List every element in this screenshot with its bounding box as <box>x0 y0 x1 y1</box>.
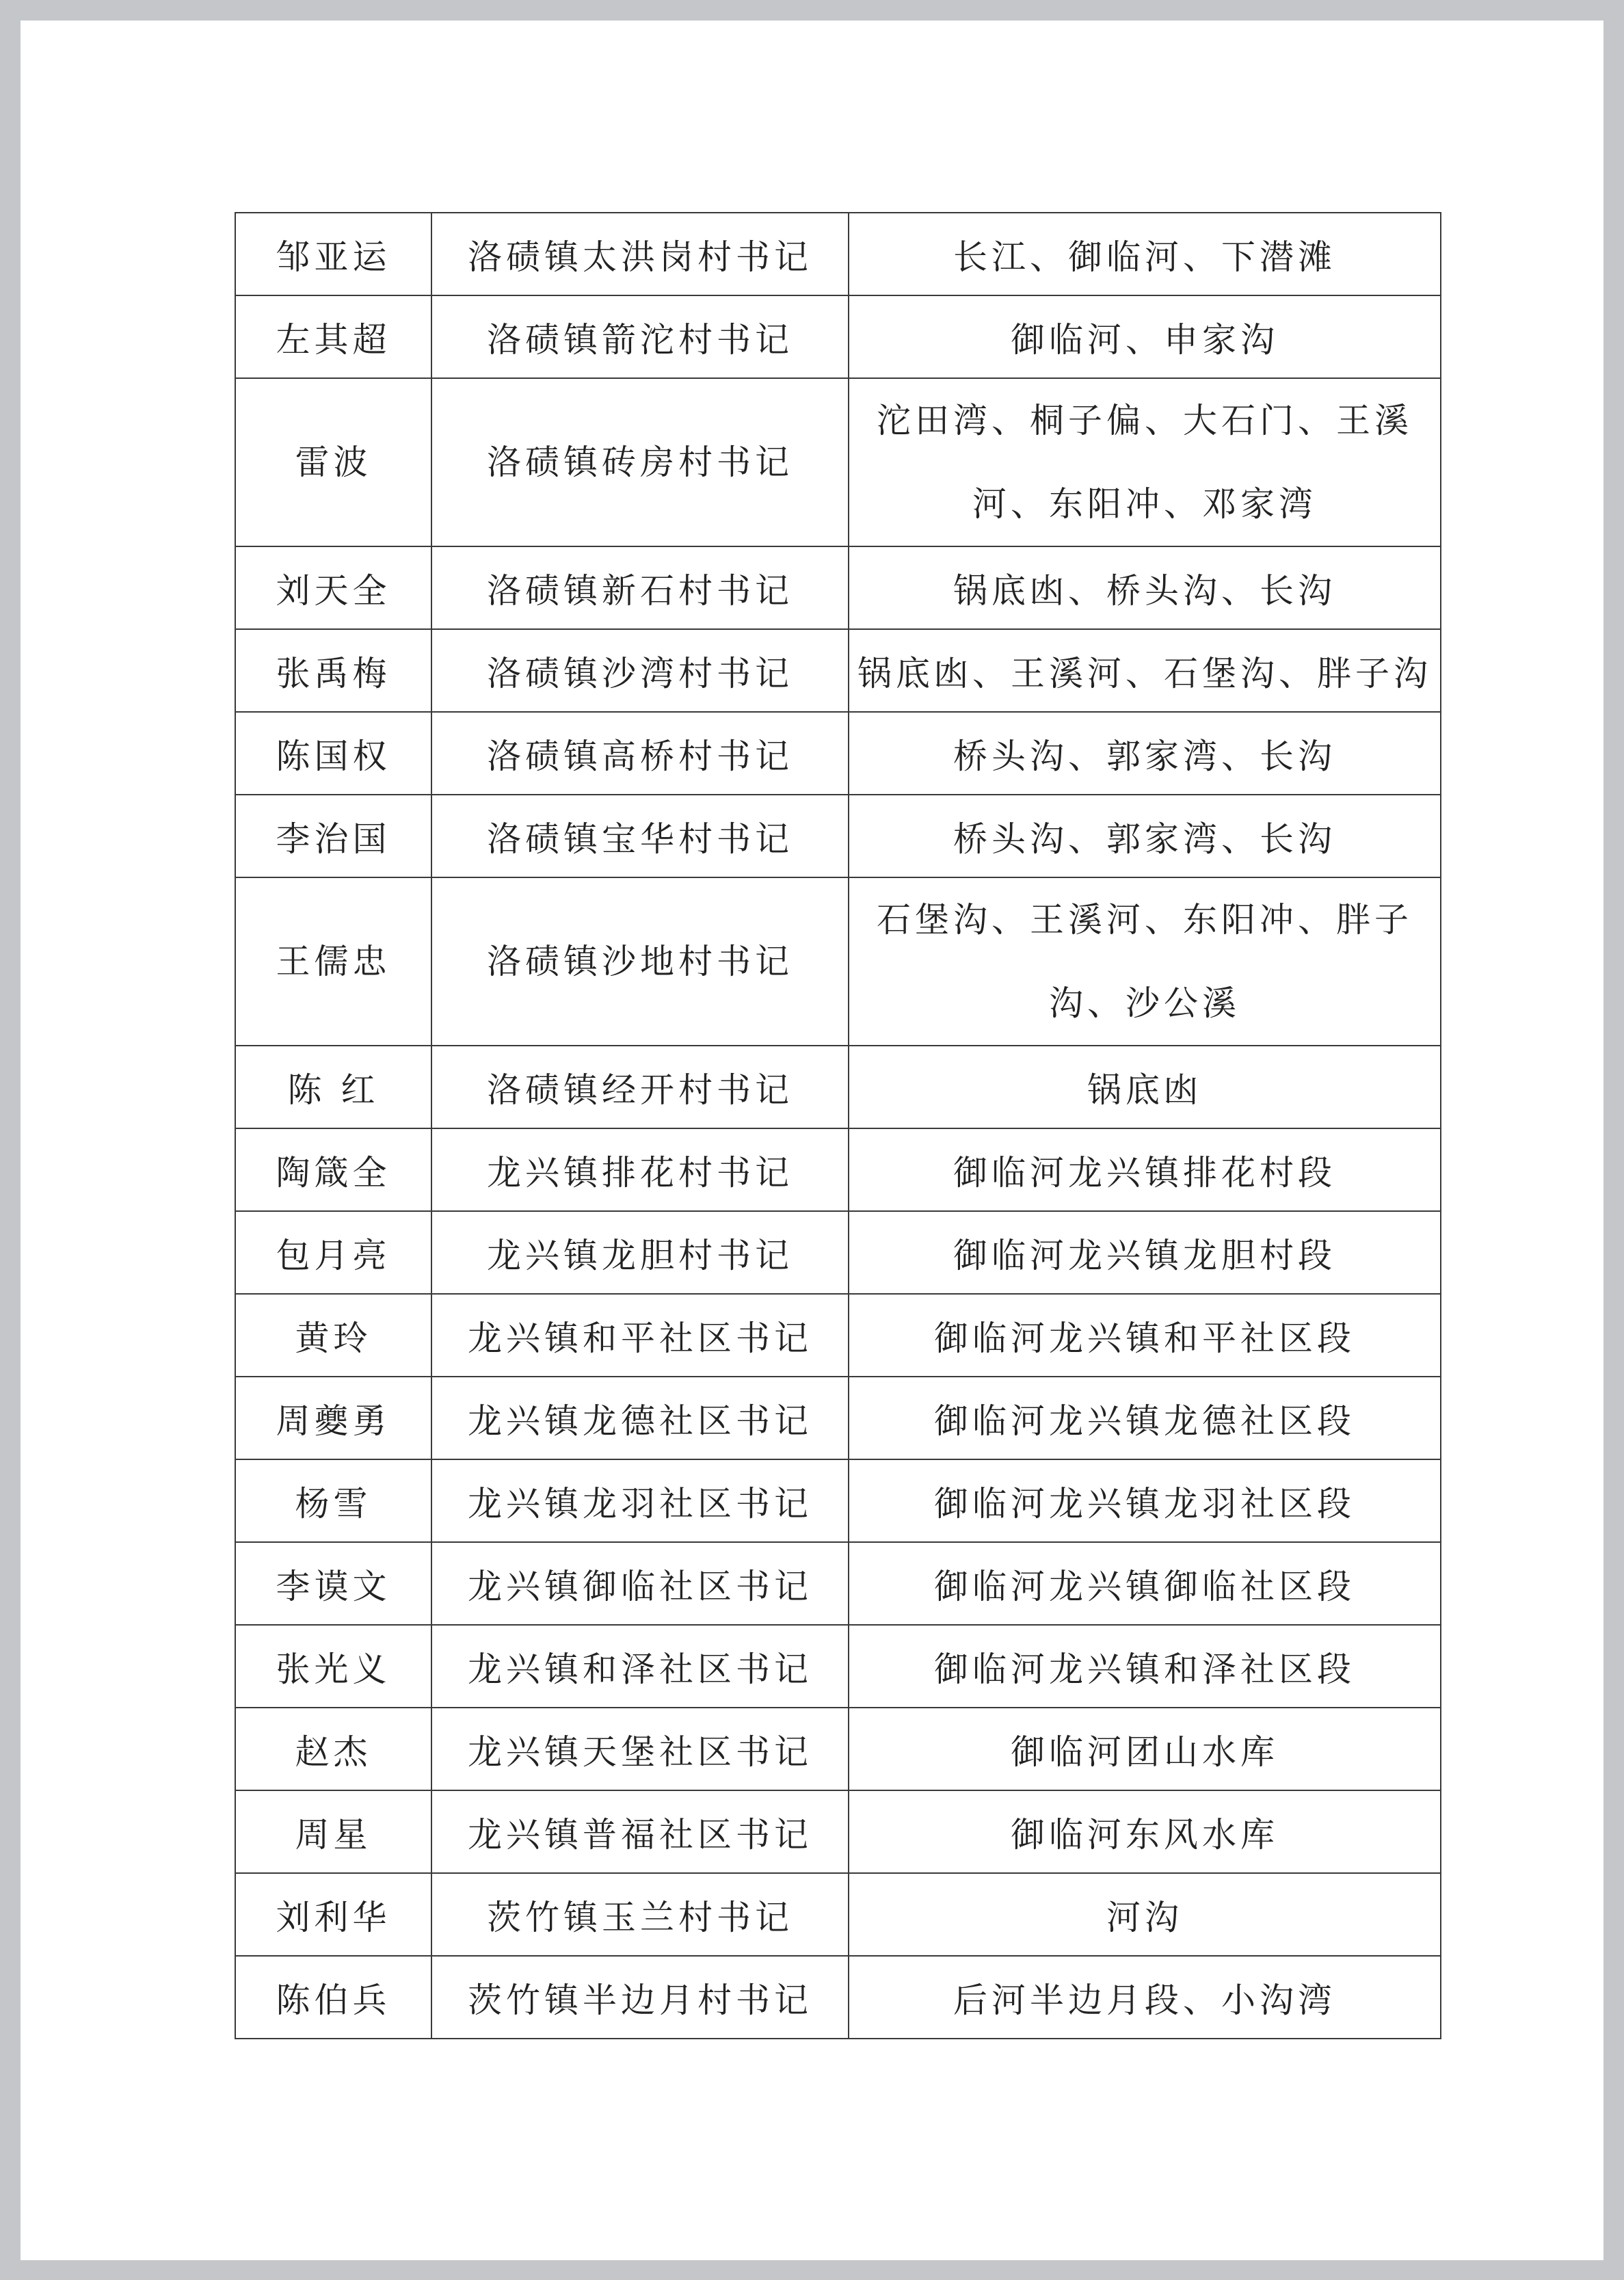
rivers-cell: 御临河龙兴镇龙德社区段 <box>849 1377 1441 1459</box>
rivers-cell: 御临河龙兴镇龙胆村段 <box>849 1211 1441 1294</box>
position-cell: 龙兴镇龙德社区书记 <box>431 1377 849 1459</box>
table-row <box>235 1790 1441 1873</box>
document-page <box>21 21 1603 2260</box>
rivers-cell: 石堡沟、王溪河、东阳冲、胖子沟、沙公溪 <box>849 877 1441 1046</box>
rivers-cell: 御临河龙兴镇排花村段 <box>849 1128 1441 1211</box>
name-cell: 邹亚运 <box>235 213 431 295</box>
table-row <box>235 1956 1441 2039</box>
table-row <box>235 629 1441 712</box>
position-cell: 龙兴镇龙羽社区书记 <box>431 1459 849 1542</box>
rivers-cell: 锅底凼、王溪河、石堡沟、胖子沟 <box>849 629 1441 712</box>
name-cell: 王儒忠 <box>235 877 431 1046</box>
name-cell: 刘天全 <box>235 546 431 629</box>
rivers-cell: 后河半边月段、小沟湾 <box>849 1956 1441 2039</box>
name-cell: 左其超 <box>235 295 431 378</box>
position-cell: 洛碛镇新石村书记 <box>431 546 849 629</box>
rivers-cell: 长江、御临河、下潜滩 <box>849 213 1441 295</box>
rivers-cell: 桥头沟、郭家湾、长沟 <box>849 712 1441 795</box>
table-row <box>235 1046 1441 1128</box>
table-row <box>235 1542 1441 1625</box>
position-cell: 洛碛镇太洪岗村书记 <box>431 213 849 295</box>
table-row <box>235 213 1441 295</box>
rivers-cell: 御临河团山水库 <box>849 1708 1441 1790</box>
position-cell: 洛碛镇高桥村书记 <box>431 712 849 795</box>
position-cell: 洛碛镇沙湾村书记 <box>431 629 849 712</box>
position-cell: 龙兴镇御临社区书记 <box>431 1542 849 1625</box>
position-cell: 龙兴镇龙胆村书记 <box>431 1211 849 1294</box>
table-row <box>235 1708 1441 1790</box>
position-cell: 龙兴镇普福社区书记 <box>431 1790 849 1873</box>
table-row <box>235 546 1441 629</box>
table-row <box>235 877 1441 1046</box>
table-row <box>235 1128 1441 1211</box>
position-cell: 洛碛镇砖房村书记 <box>431 378 849 546</box>
position-cell: 龙兴镇排花村书记 <box>431 1128 849 1211</box>
table-row <box>235 1459 1441 1542</box>
name-cell: 陶箴全 <box>235 1128 431 1211</box>
name-cell: 周夔勇 <box>235 1377 431 1459</box>
rivers-cell: 御临河龙兴镇和平社区段 <box>849 1294 1441 1377</box>
table-row <box>235 378 1441 546</box>
rivers-cell: 桥头沟、郭家湾、长沟 <box>849 795 1441 877</box>
river-chief-table <box>235 212 1441 2039</box>
name-cell: 陈 红 <box>235 1046 431 1128</box>
table-row <box>235 712 1441 795</box>
rivers-cell: 御临河龙兴镇御临社区段 <box>849 1542 1441 1625</box>
position-cell: 洛碛镇宝华村书记 <box>431 795 849 877</box>
rivers-cell: 锅底凼 <box>849 1046 1441 1128</box>
name-cell: 雷波 <box>235 378 431 546</box>
name-cell: 陈国权 <box>235 712 431 795</box>
position-cell: 洛碛镇经开村书记 <box>431 1046 849 1128</box>
name-cell: 黄玲 <box>235 1294 431 1377</box>
position-cell: 洛碛镇沙地村书记 <box>431 877 849 1046</box>
name-cell: 张禹梅 <box>235 629 431 712</box>
rivers-cell: 沱田湾、桐子偏、大石门、王溪河、东阳冲、邓家湾 <box>849 378 1441 546</box>
position-cell: 龙兴镇天堡社区书记 <box>431 1708 849 1790</box>
position-cell: 洛碛镇箭沱村书记 <box>431 295 849 378</box>
name-cell: 张光义 <box>235 1625 431 1708</box>
rivers-cell: 御临河龙兴镇和泽社区段 <box>849 1625 1441 1708</box>
position-cell: 茨竹镇玉兰村书记 <box>431 1873 849 1956</box>
position-cell: 龙兴镇和泽社区书记 <box>431 1625 849 1708</box>
rivers-cell: 御临河东风水库 <box>849 1790 1441 1873</box>
name-cell: 包月亮 <box>235 1211 431 1294</box>
rivers-cell: 锅底凼、桥头沟、长沟 <box>849 546 1441 629</box>
name-cell: 周星 <box>235 1790 431 1873</box>
name-cell: 杨雪 <box>235 1459 431 1542</box>
table-row <box>235 795 1441 877</box>
table-row <box>235 1211 1441 1294</box>
name-cell: 陈伯兵 <box>235 1956 431 2039</box>
table-row <box>235 1377 1441 1459</box>
name-cell: 李治国 <box>235 795 431 877</box>
table-row <box>235 1294 1441 1377</box>
table-row <box>235 1625 1441 1708</box>
position-cell: 龙兴镇和平社区书记 <box>431 1294 849 1377</box>
rivers-cell: 河沟 <box>849 1873 1441 1956</box>
name-cell: 刘利华 <box>235 1873 431 1956</box>
name-cell: 赵杰 <box>235 1708 431 1790</box>
position-cell: 茨竹镇半边月村书记 <box>431 1956 849 2039</box>
table-row <box>235 295 1441 378</box>
rivers-cell: 御临河龙兴镇龙羽社区段 <box>849 1459 1441 1542</box>
rivers-cell: 御临河、申家沟 <box>849 295 1441 378</box>
name-cell: 李谟文 <box>235 1542 431 1625</box>
table-row <box>235 1873 1441 1956</box>
